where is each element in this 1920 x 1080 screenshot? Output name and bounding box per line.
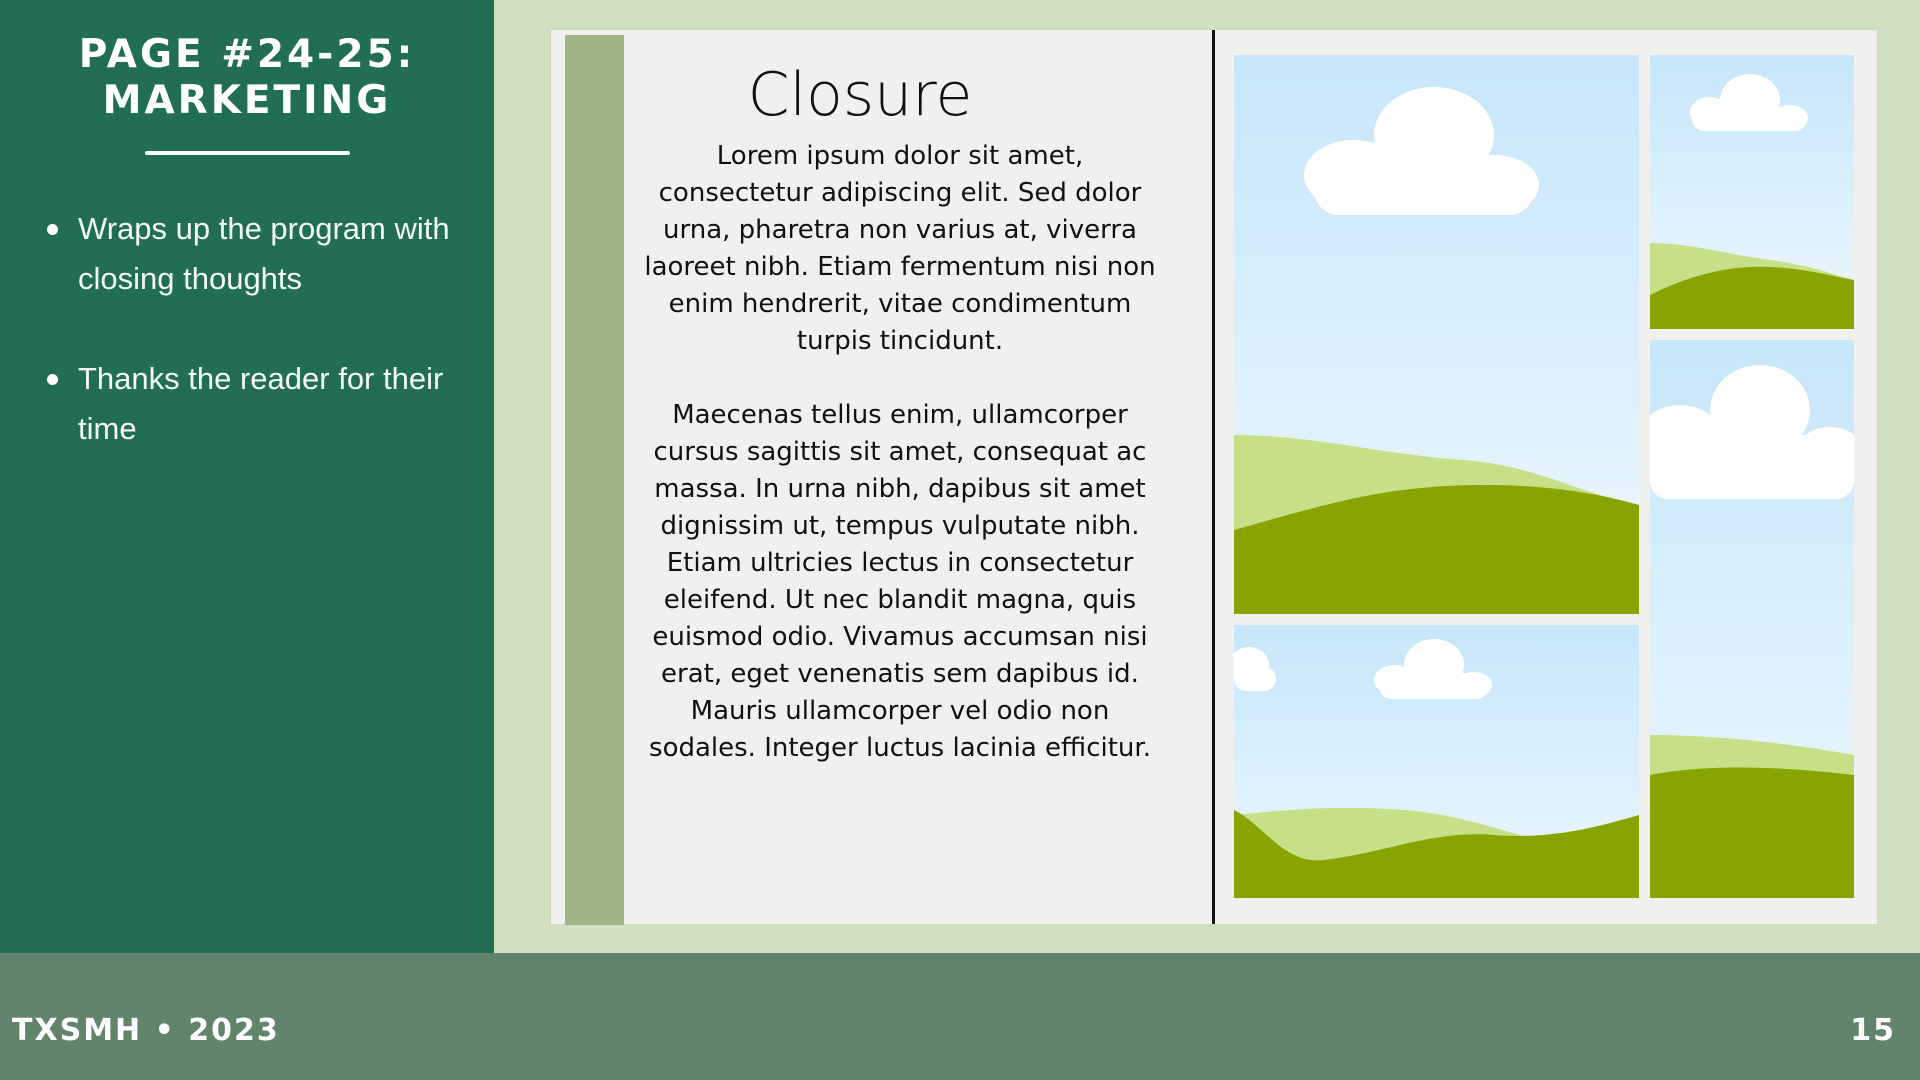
bullet-text: Wraps up the program with closing thoughts	[78, 211, 450, 296]
section-heading: Closure	[747, 60, 973, 130]
slide-number: 15	[1850, 1013, 1896, 1048]
bullet-dot-icon	[47, 374, 58, 385]
sidebar-panel	[0, 0, 494, 953]
landscape-image-icon	[1650, 55, 1854, 329]
page-gutter-line	[1212, 30, 1215, 924]
page-title: PAGE #24-25: MARKETING	[78, 32, 416, 123]
bullet-item	[42, 354, 462, 454]
landscape-image-icon	[1234, 55, 1639, 614]
left-page	[640, 60, 1160, 767]
bullet-text: Thanks the reader for their time	[78, 361, 444, 446]
page-spine-strip	[565, 35, 624, 925]
bullet-item	[42, 204, 462, 304]
footer-label: TXSMH • 2023	[12, 1013, 280, 1048]
bullet-dot-icon	[47, 224, 58, 235]
footer-bar	[0, 953, 1920, 1080]
body-paragraph: Lorem ipsum dolor sit amet, consectetur adipiscing elit. Sed dolor urna, pharetra non varius at, viverra laoreet nibh. Etiam fermentum nisi non enim hendrerit, vitae condimentum turpis tincidunt.	[644, 141, 1156, 356]
body-paragraph: Maecenas tellus enim, ullamcorper cursus sagittis sit amet, consequat ac massa. In urna nibh, dapibus sit amet dignissim ut, tempus vulputate nibh. Etiam ultricies lectus in consectetur eleifend. Ut nec blandit magna, quis euismod odio. Vivamus accumsan nisi erat, eget venenatis sem dapibus id. Mauris ullamcorper vel odio non sodales. Integer luctus lacinia efficitur.	[649, 400, 1151, 763]
bullet-list	[42, 204, 462, 504]
landscape-image-icon	[1234, 625, 1639, 898]
title-divider	[145, 151, 350, 155]
landscape-image-icon	[1650, 340, 1854, 898]
